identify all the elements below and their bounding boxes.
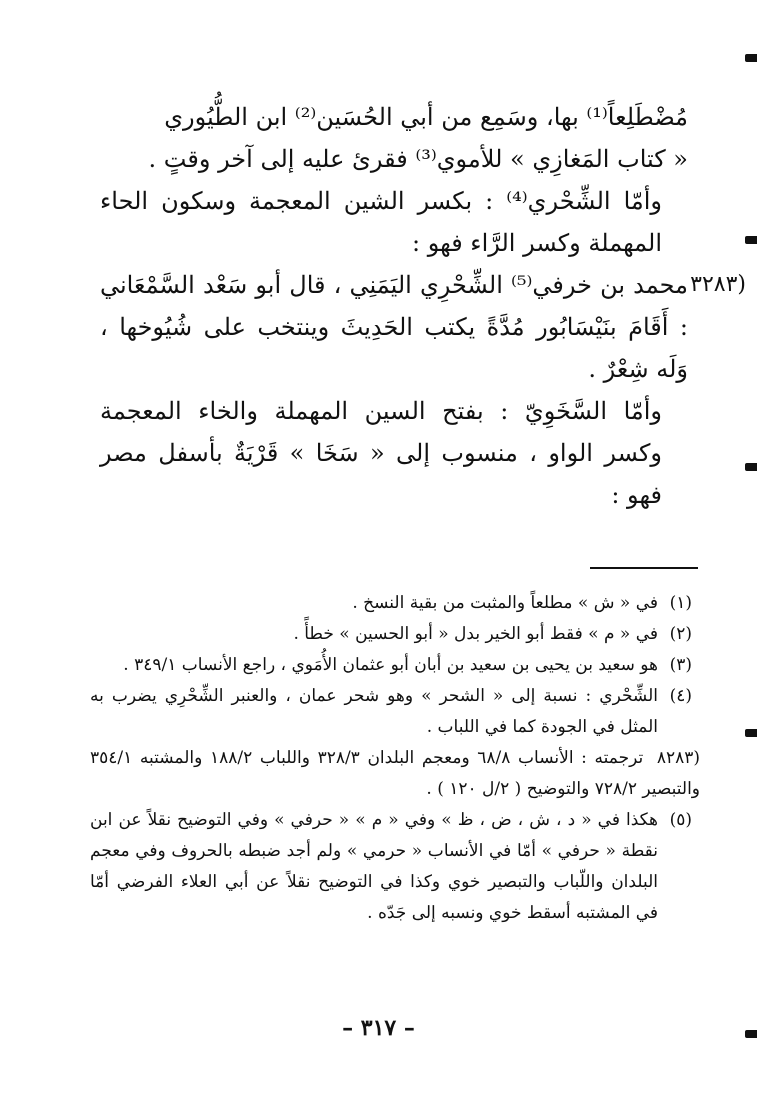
footnote-4 [90,681,700,743]
footnote-number: (٥) [669,810,692,830]
page-edge-mark [745,236,757,244]
entry-number: (٣٢٨٣ [690,272,746,297]
biography-entry [100,264,746,390]
footnote-text: هكذا في « د ، ش ، ض ، ظ » وفي « م » « حرفي » وفي التوضيح نقلاً عن ابن نقطة « حرفي » أمّا في الأنساب « حرمي » ولم أجد ضبطه بالحروف وفي معجم البلدان واللّباب والتبصير خوي وكذا في التوضيح نقلاً عن أبي العلاء الفرضي أمّا في المشتبه أسقط خوي ونسبه إلى جَدّه . [90,810,658,923]
footnote-text: الشِّحْري : نسبة إلى « الشحر » وهو شحر عمان ، والعنبر الشِّحْرِي يضرب به المثل في الجودة كما في اللباب . [90,686,658,737]
page-edge-mark [745,463,757,471]
footnote-number: (١) [669,593,692,613]
footnote-text: في « م » فقط أبو الخير بدل « أبو الحسين » خطأً . [293,624,658,644]
footnote-5 [90,805,700,929]
footnote-text: ترجمته : الأنساب ٦٨/٨ ومعجم البلدان ٣٢٨/٣ واللباب ١٨٨/٢ والمشتبه ٣٥٤/١ والتبصير ٧٢٨/٢ والتوضيح ( ٢/ل ١٢٠ ) . [90,748,700,799]
footnote-1 [90,588,700,619]
paragraph-2: وأمّا الشِّحْري⁽⁴⁾ : بكسر الشين المعجمة وسكون الحاء المهملة وكسر الرَّاء فهو : [100,187,662,257]
footnote-separator [590,567,698,569]
paragraph-1-line-1: مُضْطَلِعاً⁽¹⁾ بها، وسَمِع من أبي الحُسَين⁽²⁾ ابن الطُّيُوري [164,103,688,131]
footnote-3 [90,650,700,681]
page-edge-mark [745,729,757,737]
page-number: – ٣١٧ – [342,1015,415,1041]
footnote-number: (٢) [669,624,692,644]
footnote-number: (٨٢٨٣ [656,748,700,768]
footnote-number: (٤) [669,686,692,706]
footnote-number: (٣) [669,655,692,675]
footnote-text: هو سعيد بن يحيى بن سعيد بن أبان أبو عثمان الأُمَوي ، راجع الأنساب ٣٤٩/١ . [123,655,658,675]
footnote-text: في « ش » مطلعاً والمثبت من بقية النسخ . [352,593,658,613]
page-edge-mark [745,54,757,62]
footnote-2 [90,619,700,650]
main-text [100,96,746,516]
paragraph-1-line-2: « كتاب المَغازِي » للأموي⁽³⁾ فقرئ عليه إلى آخر وقتٍ . [148,145,688,173]
footnote-entry-sources [90,743,700,805]
footnotes [90,588,700,929]
entry-text: محمد بن خرفي⁽⁵⁾ الشِّحْرِي اليَمَنِي ، قال أبو سَعْد السَّمْعَاني : أَقَامَ بنَيْسَابُور مُدَّةً يكتب الحَدِيثَ وينتخب على شُيُوخها ، وَلَه شِعْرٌ . [100,271,688,383]
paragraph-3: وأمّا السَّخَوِيّ : بفتح السين المهملة والخاء المعجمة وكسر الواو ، منسوب إلى « سَخَا » قَرْيَةٌ بأسفل مصر فهو : [100,397,662,509]
